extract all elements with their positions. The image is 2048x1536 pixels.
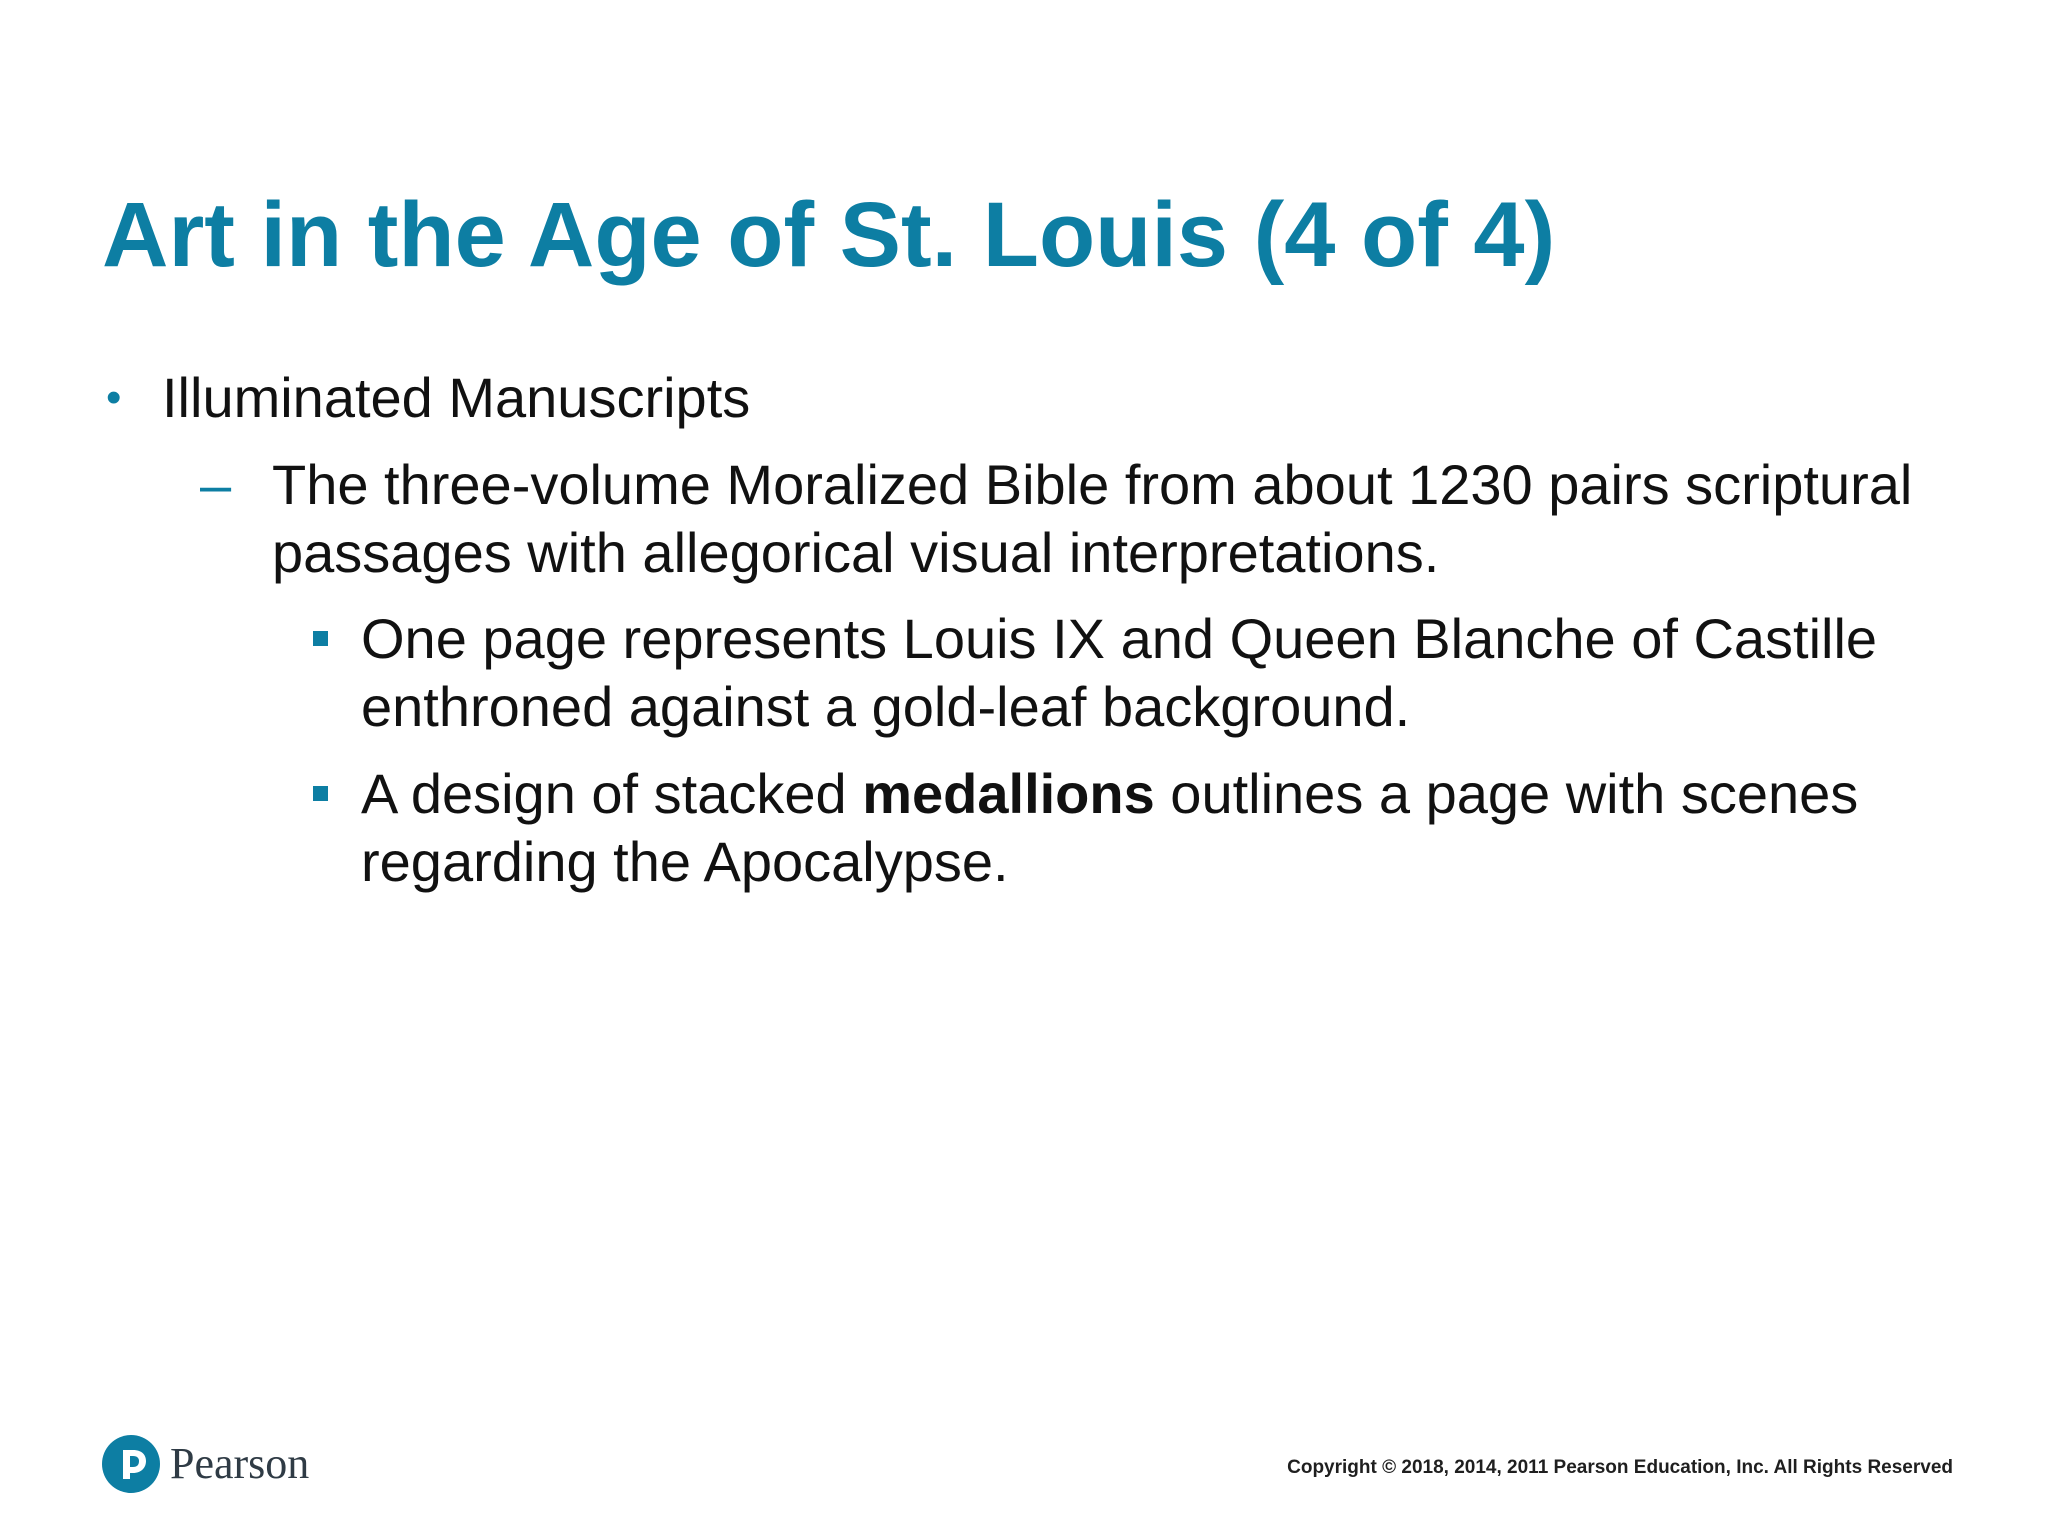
bullet-dot: • xyxy=(106,373,122,422)
bullet-level-3-first xyxy=(305,605,1965,741)
slide-title: Art in the Age of St. Louis (4 of 4) xyxy=(102,184,1556,286)
text-after-bold: outlines a page with scenes regarding the Apocalypse. xyxy=(361,762,1859,893)
bullet-level-3-first-text: One page represents Louis IX and Queen Blanche of Castille enthroned against a gold-leaf background. xyxy=(361,607,1878,738)
copyright-text: Copyright © 2018, 2014, 2011 Pearson Education, Inc. All Rights Reserved xyxy=(1287,1457,1953,1478)
bullet-level-2 xyxy=(200,451,1960,587)
bullet-level-2-text: The three-volume Moralized Bible from about 1230 pairs scriptural passages with allegorical visual interpretations. xyxy=(272,453,1913,584)
bullet-level-1 xyxy=(106,364,2006,432)
pearson-logo xyxy=(102,1432,309,1496)
bullet-level-3-second xyxy=(305,760,1965,896)
square-bullet-icon xyxy=(313,786,328,801)
text-before-bold: A design of stacked xyxy=(361,762,863,825)
square-bullet-icon xyxy=(313,631,328,646)
bullet-level-1-text: Illuminated Manuscripts xyxy=(162,366,751,429)
pearson-p-icon xyxy=(102,1435,160,1493)
bold-term: medallions xyxy=(862,762,1155,825)
pearson-wordmark: Pearson xyxy=(170,1439,310,1488)
bullet-dash: – xyxy=(200,453,232,516)
bullet-level-3-second-text xyxy=(361,760,1965,896)
